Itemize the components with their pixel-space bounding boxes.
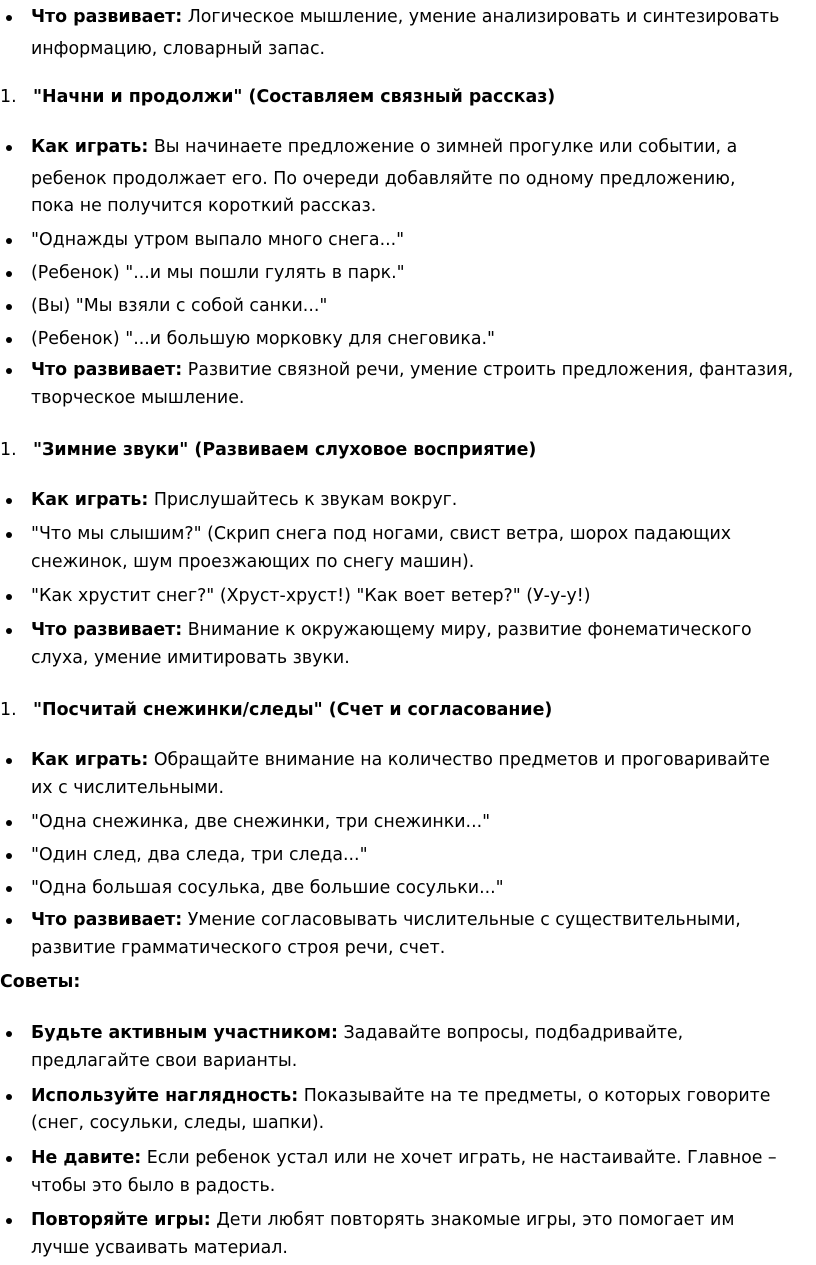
list-item-label: Что развивает:	[31, 620, 183, 640]
list-item-label: Что развивает:	[31, 360, 183, 380]
list-item-line	[31, 935, 811, 962]
tip-item-text: Дети любят повторять знакомые игры, это помогает им	[216, 1210, 735, 1230]
list-item-text: снежинок, шум проезжающих по снегу машин).	[31, 552, 475, 572]
list-item-label: Как играть:	[31, 137, 149, 157]
list-item-text: Логическое мышление, умение анализировать и синтезировать	[187, 7, 780, 27]
tip-item-line	[31, 1235, 811, 1262]
list-item-line	[31, 907, 811, 934]
tip-item-line	[31, 1173, 811, 1200]
tip-item-label: Не давите:	[31, 1148, 142, 1168]
list-item-line	[31, 4, 811, 31]
list-item-line	[31, 583, 811, 610]
list-item-text: ребенок продолжает его. По очереди добавляйте по одному предложению,	[31, 169, 736, 189]
list-item-text: пока не получится короткий рассказ.	[31, 196, 377, 216]
list-item-text: "Один след, два следа, три следа..."	[31, 845, 368, 865]
list-item-line	[31, 645, 811, 672]
list-item-line	[31, 775, 811, 802]
tip-item-line	[31, 1145, 811, 1172]
tip-item-text: Показывайте на те предметы, о которых говорите	[303, 1086, 771, 1106]
list-item-text: Обращайте внимание на количество предметов и проговаривайте	[153, 750, 770, 770]
section-heading: "Зимние звуки" (Развиваем слуховое восприятие)	[33, 440, 537, 460]
list-item-text: Развитие связной речи, умение строить предложения, фантазия,	[187, 360, 794, 380]
section-number: 1.	[0, 700, 17, 720]
list-item-text: "Однажды утром выпало много снега..."	[31, 230, 405, 250]
list-item-line	[31, 260, 811, 287]
list-item-text: Вы начинаете предложение о зимней прогулке или событии, а	[153, 137, 738, 157]
list-item-line	[31, 875, 811, 902]
tips-title: Советы:	[0, 972, 81, 992]
list-item-text: "Как хрустит снег?" (Хруст-хруст!) "Как воет ветер?" (У-у-у!)	[31, 586, 591, 606]
list-item-line	[31, 227, 811, 254]
list-item-line	[31, 487, 811, 514]
list-item-text: слуха, умение имитировать звуки.	[31, 648, 350, 668]
tip-item-text: (снег, сосульки, следы, шапки).	[31, 1113, 325, 1133]
tip-item-label: Будьте активным участником:	[31, 1023, 338, 1043]
section-heading: "Посчитай снежинки/следы" (Счет и согласование)	[33, 700, 553, 720]
list-item-text: их с числительными.	[31, 778, 225, 798]
list-item-text: "Одна снежинка, две снежинки, три снежинки..."	[31, 812, 491, 832]
list-item-label: Как играть:	[31, 490, 149, 510]
tip-item-text: чтобы это было в радость.	[31, 1176, 276, 1196]
list-item-text: "Что мы слышим?" (Скрип снега под ногами, свист ветра, шорох падающих	[31, 524, 732, 544]
list-item-text: Прислушайтесь к звукам вокруг.	[153, 490, 458, 510]
tip-item-line	[31, 1110, 811, 1137]
list-item-line	[31, 842, 811, 869]
list-item-line	[31, 36, 811, 63]
list-item-text: развитие грамматического строя речи, счет.	[31, 938, 446, 958]
list-item-line	[31, 357, 811, 384]
tip-item-text: Задавайте вопросы, подбадривайте,	[343, 1023, 684, 1043]
list-item-line	[31, 134, 811, 161]
tip-item-text: лучше усваивать материал.	[31, 1238, 288, 1258]
list-item-text: информацию, словарный запас.	[31, 39, 326, 59]
list-item-text: "Одна большая сосулька, две большие сосульки..."	[31, 878, 504, 898]
section-number: 1.	[0, 87, 17, 107]
tip-item-line	[31, 1083, 811, 1110]
list-item-line	[31, 166, 811, 193]
list-item-text: Внимание к окружающему миру, развитие фонематического	[187, 620, 752, 640]
list-item-label: Как играть:	[31, 750, 149, 770]
list-item-text: (Ребенок) "...и большую морковку для снеговика."	[31, 329, 496, 349]
tip-item-label: Повторяйте игры:	[31, 1210, 211, 1230]
list-item-label: Что развивает:	[31, 910, 183, 930]
list-item-line	[31, 809, 811, 836]
list-item-text: (Ребенок) "...и мы пошли гулять в парк."	[31, 263, 405, 283]
list-item-line	[31, 617, 811, 644]
list-item-text: творческое мышление.	[31, 388, 245, 408]
list-item-label: Что развивает:	[31, 7, 183, 27]
tip-item-line	[31, 1020, 811, 1047]
list-item-line	[31, 521, 811, 548]
list-item-text: Умение согласовывать числительные с существительными,	[187, 910, 741, 930]
list-item-line	[31, 293, 811, 320]
list-item-text: (Вы) "Мы взяли с собой санки..."	[31, 296, 328, 316]
list-item-line	[31, 326, 811, 353]
section-heading: "Начни и продолжи" (Составляем связный рассказ)	[33, 87, 556, 107]
list-item-line	[31, 385, 811, 412]
tip-item-line	[31, 1207, 811, 1234]
section-number: 1.	[0, 440, 17, 460]
tip-item-text: Если ребенок устал или не хочет играть, не настаивайте. Главное –	[146, 1148, 777, 1168]
tip-item-label: Используйте наглядность:	[31, 1086, 299, 1106]
list-item-line	[31, 193, 811, 220]
list-item-line	[31, 747, 811, 774]
tip-item-text: предлагайте свои варианты.	[31, 1051, 298, 1071]
list-item-line	[31, 549, 811, 576]
tip-item-line	[31, 1048, 811, 1075]
